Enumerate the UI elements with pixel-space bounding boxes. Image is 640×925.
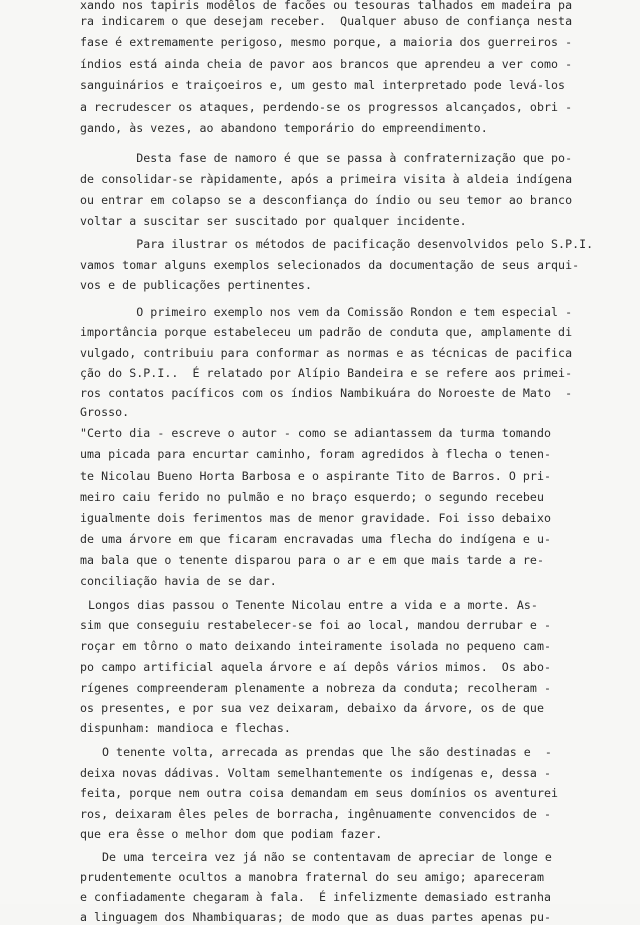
text-line: índios está ainda cheia de pavor aos brancos que aprendeu a ver como - <box>80 57 573 71</box>
quote-line: que era êsse o melhor dom que podiam fazer. <box>80 827 383 841</box>
quote-line: a linguagem dos Nhambiquaras; de modo que as duas partes apenas pu- <box>80 910 552 924</box>
quote-line: O tenente volta, arrecada as prendas que lhe são destinadas e - <box>102 745 552 759</box>
text-line: Grosso. <box>80 405 130 419</box>
quote-line: dispunham: mandioca e flechas. <box>80 721 291 735</box>
text-line: fase é extremamente perigoso, mesmo porque, a maioria dos guerreiros - <box>80 35 573 49</box>
text-line: sanguinários e traiçoeiros e, um gesto mal interpretado pode levá-los <box>80 78 566 92</box>
quote-line: os presentes, e por sua vez deixaram, debaixo da árvore, os de que <box>80 701 544 715</box>
quote-line: e confiadamente chegaram à fala. É infelizmente demasiado estranha <box>80 890 552 904</box>
quote-line: uma picada para encurtar caminho, foram agredidos à flecha o tenen- <box>80 447 552 461</box>
quote-line: prudentemente ocultos a manobra fraternal do seu amigo; apareceram <box>80 870 544 884</box>
text-line: xando nos tapiris modêlos de facões ou tesouras talhados em madeira pa <box>80 0 573 12</box>
quote-line: feita, porque nem outra coisa demandam em seus domínios os aventurei <box>80 786 559 800</box>
quote-line: roçar em tôrno o mato deixando inteiramente isolada no pequeno cam- <box>80 639 552 653</box>
quote-line: ros, deixaram êles peles de borracha, ingênuamente convencidos de - <box>80 807 552 821</box>
text-line: ou entrar em colapso se a desconfiança do índio ou seu temor ao branco <box>80 193 573 207</box>
quote-line: deixa novas dádivas. Voltam semelhantemente os indígenas e, dessa - <box>80 766 552 780</box>
quote-line: sim que conseguiu restabelecer-se foi ao local, mandou derrubar e - <box>80 618 552 632</box>
text-line: vamos tomar alguns exemplos selecionados da documentação de seus arqui- <box>80 258 580 272</box>
text-line: ra indicarem o que desejam receber. Qualquer abuso de confiança nesta <box>80 14 573 28</box>
quote-line: "Certo dia - escreve o autor - como se adiantassem da turma tomando <box>80 426 552 440</box>
text-line: gando, às vezes, ao abandono temporário do empreendimento. <box>80 121 488 135</box>
text-line: vos e de publicações pertinentes. <box>80 278 312 292</box>
text-line: ros contatos pacíficos com os índios Nambikuára do Noroeste de Mato - <box>80 386 573 400</box>
text-line: O primeiro exemplo nos vem da Comissão Rondon e tem especial - <box>80 305 573 319</box>
quote-line: de uma árvore em que ficaram encravadas uma flecha do indígena e u- <box>80 532 552 546</box>
quote-line: rígenes compreenderam plenamente a nobreza da conduta; recolheram - <box>80 681 552 695</box>
quote-line: De uma terceira vez já não se contentavam de apreciar de longe e <box>102 850 552 864</box>
text-line: a recrudescer os ataques, perdendo-se os progressos alcançados, obri - <box>80 100 573 114</box>
quote-line: Longos dias passou o Tenente Nicolau entre a vida e a morte. As- <box>88 598 538 612</box>
text-line: ção do S.P.I.. É relatado por Alípio Bandeira e se refere aos primei- <box>80 366 573 380</box>
text-line: de consolidar-se ràpidamente, após a primeira visita à aldeia indígena <box>80 172 573 186</box>
quote-line: meiro caiu ferido no pulmão e no braço esquerdo; o segundo recebeu <box>80 490 544 504</box>
text-line: voltar a suscitar ser suscitado por qualquer incidente. <box>80 214 467 228</box>
quote-line: po campo artificial aquela árvore e aí depôs vários mimos. Os abo- <box>80 660 552 674</box>
quote-line: te Nicolau Bueno Horta Barbosa e o aspirante Tito de Barros. O pri- <box>80 469 552 483</box>
quote-line: ma bala que o tenente disparou para o ar e em que mais tarde a re- <box>80 553 544 567</box>
quote-line: igualmente dois ferimentos mas de menor gravidade. Foi isso debaixo <box>80 511 552 525</box>
quote-line: conciliação havia de se dar. <box>80 574 277 588</box>
text-line: Desta fase de namoro é que se passa à confraternização que po- <box>80 151 573 165</box>
text-line: importância porque estabeleceu um padrão de conduta que, amplamente di <box>80 325 573 339</box>
text-line: vulgado, contribuiu para conformar as normas e as técnicas de pacifica <box>80 346 573 360</box>
text-line: Para ilustrar os métodos de pacificação desenvolvidos pelo S.P.I. <box>80 237 594 251</box>
